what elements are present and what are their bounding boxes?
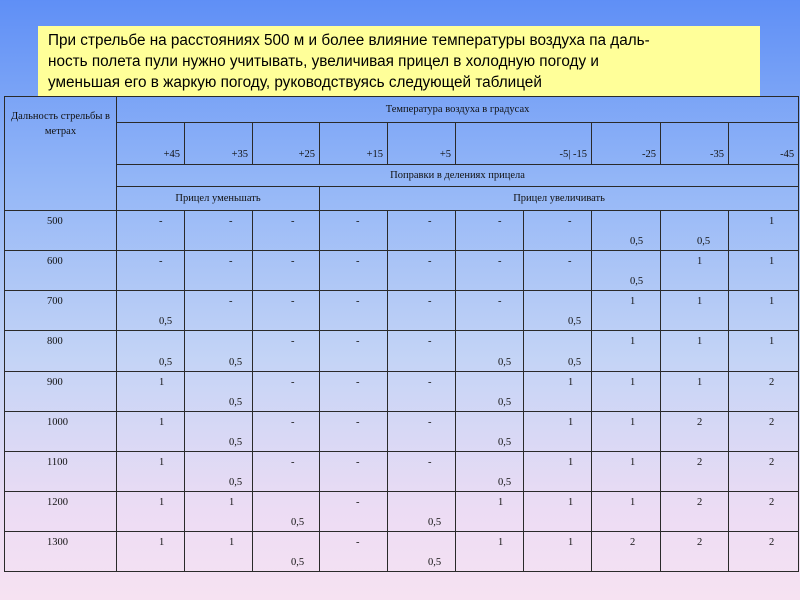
correction-value: -	[229, 296, 233, 308]
range-cell: 1200	[5, 491, 117, 531]
range-cell: 1300	[5, 531, 117, 571]
correction-cell	[729, 491, 799, 531]
correction-cell	[253, 451, 320, 491]
table-row	[5, 371, 799, 411]
correction-cell	[185, 331, 253, 371]
correction-cell	[592, 411, 661, 451]
correction-value: 2	[630, 536, 636, 548]
correction-cell	[388, 211, 456, 251]
correction-value: 1	[568, 456, 574, 468]
correction-cell	[388, 371, 456, 411]
correction-value: 0,5	[568, 316, 582, 328]
correction-value: -	[428, 216, 432, 228]
correction-cell	[661, 251, 729, 291]
correction-cell	[185, 451, 253, 491]
correction-cell	[729, 331, 799, 371]
correction-cell	[185, 531, 253, 571]
correction-value: -	[356, 536, 360, 548]
correction-cell	[524, 211, 592, 251]
correction-cell	[729, 411, 799, 451]
correction-value: -	[428, 256, 432, 268]
correction-value: -	[356, 336, 360, 348]
correction-cell	[185, 251, 253, 291]
correction-value: -	[568, 216, 572, 228]
correction-value: -	[291, 296, 295, 308]
range-cell: 500	[5, 211, 117, 251]
correction-value: -	[498, 216, 502, 228]
correction-cell	[388, 331, 456, 371]
intro-line-2: ность полета пули нужно учитывать, увеличивая прицел в холодную погоду и	[48, 53, 599, 70]
correction-value: 1	[769, 216, 775, 228]
correction-value: 1	[568, 376, 574, 388]
temp-col-header: +45	[117, 123, 185, 165]
correction-cell	[253, 211, 320, 251]
correction-cell	[729, 531, 799, 571]
table-row	[5, 531, 799, 571]
correction-cell	[592, 331, 661, 371]
correction-cell	[661, 491, 729, 531]
correction-cell	[117, 251, 185, 291]
correction-value: -	[291, 456, 295, 468]
range-header: Дальность стрельбы в метрах	[5, 97, 117, 211]
correction-value: 0,5	[229, 476, 243, 488]
correction-value: -	[356, 216, 360, 228]
table-row	[5, 491, 799, 531]
correction-cell	[117, 331, 185, 371]
correction-value: 2	[769, 376, 775, 388]
temp-col-header: -25	[592, 123, 661, 165]
correction-cell	[456, 531, 524, 571]
correction-value: -	[428, 416, 432, 428]
correction-cell	[592, 211, 661, 251]
correction-cell	[253, 331, 320, 371]
correction-value: 1	[630, 496, 636, 508]
correction-value: 1	[159, 536, 165, 548]
correction-value: 1	[697, 336, 703, 348]
correction-cell	[661, 411, 729, 451]
correction-value: 2	[769, 536, 775, 548]
range-cell: 800	[5, 331, 117, 371]
temp-col-header: +5	[388, 123, 456, 165]
correction-cell	[592, 451, 661, 491]
correction-cell	[524, 331, 592, 371]
correction-value: 0,5	[229, 396, 243, 408]
correction-cell	[253, 291, 320, 331]
correction-value: 0,5	[291, 557, 305, 568]
correction-cell	[320, 491, 388, 531]
correction-cell	[388, 251, 456, 291]
correction-cell	[661, 531, 729, 571]
increase-label: Прицел увеличивать	[320, 187, 799, 211]
correction-cell	[320, 531, 388, 571]
correction-cell	[524, 451, 592, 491]
correction-cell	[592, 291, 661, 331]
correction-value: -	[356, 496, 360, 508]
correction-value: 2	[697, 496, 703, 508]
correction-cell	[524, 291, 592, 331]
correction-value: -	[291, 416, 295, 428]
intro-text	[48, 30, 754, 93]
temp-col-header: +15	[320, 123, 388, 165]
correction-value: 1	[159, 416, 165, 428]
correction-cell	[117, 451, 185, 491]
correction-cell	[524, 491, 592, 531]
correction-cell	[185, 371, 253, 411]
corrections-header: Поправки в делениях прицела	[117, 165, 799, 187]
correction-cell	[117, 211, 185, 251]
correction-cell	[253, 491, 320, 531]
temperature-correction-table	[4, 96, 799, 572]
correction-cell	[729, 371, 799, 411]
correction-value: -	[428, 376, 432, 388]
correction-cell	[185, 411, 253, 451]
correction-value: 1	[568, 536, 574, 548]
correction-value: -	[356, 256, 360, 268]
correction-value: 1	[697, 376, 703, 388]
correction-cell	[117, 491, 185, 531]
correction-value: 1	[229, 496, 235, 508]
correction-cell	[524, 531, 592, 571]
correction-value: 2	[769, 456, 775, 468]
correction-value: -	[291, 376, 295, 388]
correction-value: 0,5	[697, 236, 711, 248]
correction-cell	[320, 411, 388, 451]
correction-cell	[729, 291, 799, 331]
correction-cell	[456, 291, 524, 331]
range-cell: 1000	[5, 411, 117, 451]
correction-value: -	[568, 256, 572, 268]
correction-value: 1	[630, 456, 636, 468]
correction-cell	[456, 211, 524, 251]
correction-value: -	[428, 336, 432, 348]
correction-cell	[320, 211, 388, 251]
correction-cell	[117, 291, 185, 331]
correction-value: 1	[630, 416, 636, 428]
table-row	[5, 411, 799, 451]
correction-cell	[456, 331, 524, 371]
correction-value: -	[356, 456, 360, 468]
correction-value: 2	[697, 536, 703, 548]
correction-value: -	[291, 256, 295, 268]
correction-cell	[592, 491, 661, 531]
correction-value: 1	[630, 336, 636, 348]
range-cell: 700	[5, 291, 117, 331]
correction-value: 1	[697, 296, 703, 308]
correction-cell	[253, 251, 320, 291]
correction-value: 0,5	[159, 316, 173, 328]
correction-value: -	[428, 296, 432, 308]
correction-cell	[661, 331, 729, 371]
correction-value: 0,5	[630, 236, 644, 248]
correction-value: 0,5	[291, 516, 305, 528]
temp-col-header: +25	[253, 123, 320, 165]
range-cell: 900	[5, 371, 117, 411]
correction-cell	[185, 211, 253, 251]
correction-value: -	[356, 296, 360, 308]
correction-value: 0,5	[229, 436, 243, 448]
correction-cell	[388, 291, 456, 331]
correction-value: 1	[159, 456, 165, 468]
correction-value: -	[159, 216, 163, 228]
correction-cell	[524, 371, 592, 411]
decrease-label: Прицел уменьшать	[117, 187, 320, 211]
temp-col-header: +35	[185, 123, 253, 165]
range-cell: 1100	[5, 451, 117, 491]
correction-cell	[456, 411, 524, 451]
correction-value: 0,5	[428, 516, 442, 528]
correction-cell	[729, 251, 799, 291]
correction-value: -	[428, 456, 432, 468]
correction-cell	[117, 531, 185, 571]
correction-value: 0,5	[159, 356, 173, 368]
correction-cell	[729, 451, 799, 491]
correction-value: 1	[630, 296, 636, 308]
correction-value: 1	[769, 296, 775, 308]
correction-value: 1	[630, 376, 636, 388]
correction-cell	[388, 531, 456, 571]
correction-value: 0,5	[498, 356, 512, 368]
range-cell: 600	[5, 251, 117, 291]
correction-value: 2	[769, 496, 775, 508]
correction-cell	[320, 291, 388, 331]
intro-line-3: уменьшая его в жаркую погоду, руководствуясь следующей таблицей	[48, 74, 542, 91]
correction-cell	[117, 371, 185, 411]
intro-line-1: При стрельбе на расстояниях 500 м и более влияние температуры воздуха па даль-	[48, 32, 650, 49]
correction-cell	[456, 371, 524, 411]
correction-cell	[388, 491, 456, 531]
correction-cell	[320, 251, 388, 291]
correction-value: 0,5	[498, 436, 512, 448]
correction-cell	[729, 211, 799, 251]
temp-header: Температура воздуха в градусах	[117, 97, 799, 123]
table-row	[5, 211, 799, 251]
correction-cell	[524, 411, 592, 451]
correction-value: 2	[697, 416, 703, 428]
correction-value: 0,5	[428, 557, 442, 568]
correction-cell	[661, 291, 729, 331]
correction-cell	[661, 211, 729, 251]
correction-value: -	[229, 256, 233, 268]
correction-value: 0,5	[498, 396, 512, 408]
correction-value: 0,5	[568, 356, 582, 368]
correction-cell	[117, 411, 185, 451]
correction-value: 0,5	[229, 356, 243, 368]
table-row	[5, 451, 799, 491]
correction-value: 1	[498, 536, 504, 548]
correction-cell	[320, 371, 388, 411]
correction-cell	[456, 491, 524, 531]
temp-col-header: -35	[661, 123, 729, 165]
table-row	[5, 291, 799, 331]
correction-value: -	[356, 416, 360, 428]
correction-cell	[661, 371, 729, 411]
correction-cell	[320, 451, 388, 491]
correction-cell	[253, 531, 320, 571]
table-row	[5, 251, 799, 291]
correction-cell	[185, 291, 253, 331]
correction-cell	[524, 251, 592, 291]
correction-value: 1	[769, 336, 775, 348]
correction-cell	[253, 371, 320, 411]
correction-value: -	[291, 216, 295, 228]
correction-cell	[456, 251, 524, 291]
correction-cell	[661, 451, 729, 491]
correction-value: -	[159, 256, 163, 268]
correction-value: 1	[229, 536, 235, 548]
correction-value: -	[291, 336, 295, 348]
intro-banner	[38, 26, 760, 96]
correction-value: 1	[159, 376, 165, 388]
correction-value: -	[356, 376, 360, 388]
correction-cell	[592, 531, 661, 571]
correction-cell	[320, 331, 388, 371]
correction-value: 1	[568, 416, 574, 428]
correction-value: 2	[769, 416, 775, 428]
correction-cell	[185, 491, 253, 531]
table-row	[5, 331, 799, 371]
temp-col-header: -45	[729, 123, 799, 165]
correction-value: 1	[568, 496, 574, 508]
correction-value: -	[229, 216, 233, 228]
correction-cell	[388, 451, 456, 491]
correction-value: 1	[697, 256, 703, 268]
correction-value: -	[498, 296, 502, 308]
correction-value: 0,5	[630, 276, 644, 288]
correction-value: 1	[159, 496, 165, 508]
correction-cell	[456, 451, 524, 491]
correction-value: 0,5	[498, 476, 512, 488]
temp-col-header: -5| -15	[456, 123, 592, 165]
correction-cell	[253, 411, 320, 451]
correction-value: 1	[769, 256, 775, 268]
correction-cell	[592, 371, 661, 411]
correction-cell	[388, 411, 456, 451]
correction-value: 2	[697, 456, 703, 468]
correction-cell	[592, 251, 661, 291]
correction-value: -	[498, 256, 502, 268]
correction-value: 1	[498, 496, 504, 508]
